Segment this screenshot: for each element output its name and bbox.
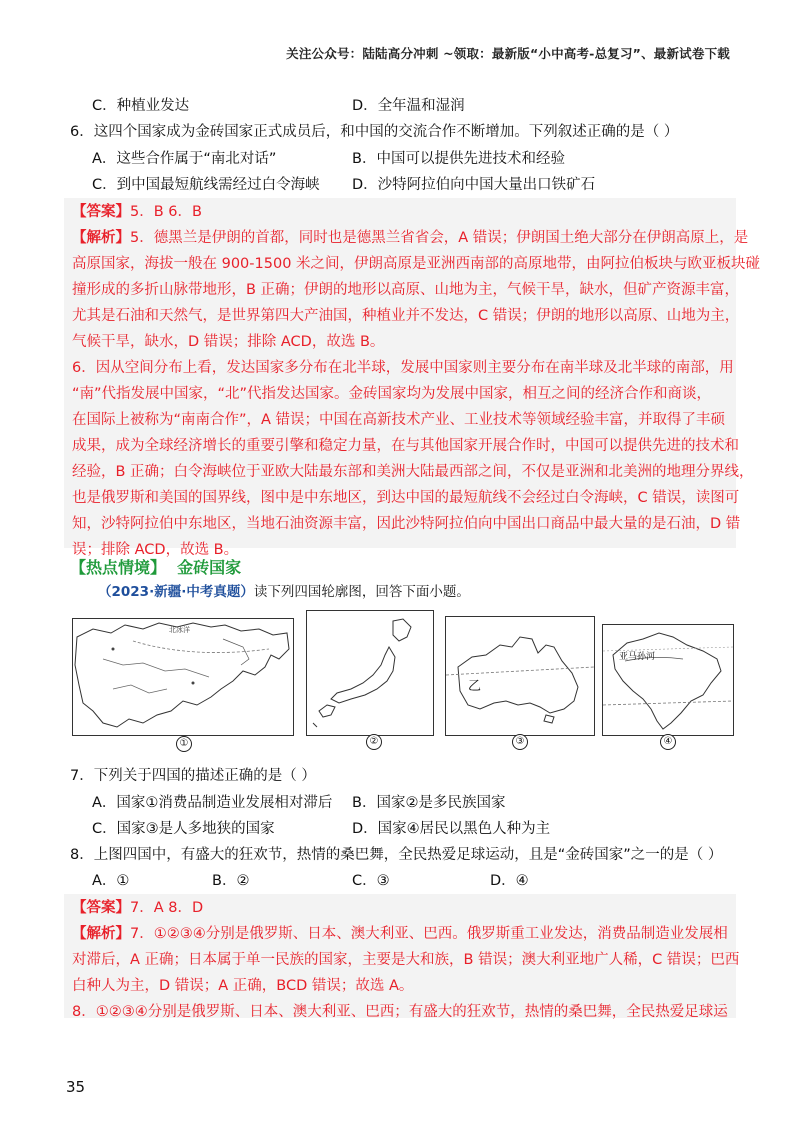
q8-option-d: D．④ [490, 873, 529, 889]
map-brazil [602, 624, 734, 736]
answer-text-1: 5．B 6．B [130, 204, 202, 220]
answer-text-2: 7．A 8．D [130, 900, 204, 916]
analysis-line: 6．因从空间分布上看，发达国家多分布在北半球，发展中国家则主要分布在南半球及北半球的南部，用 [72, 360, 734, 376]
q7-option-b: B．国家②是多民族国家 [352, 795, 506, 811]
q6-option-c: C．到中国最短航线需经过白令海峡 [92, 177, 320, 193]
analysis-line: “南”代指发展中国家，“北”代指发达国家。金砖国家均为发展中国家，相互之间的经济合作和商谈， [72, 386, 712, 402]
map-label-3: ③ [512, 734, 528, 750]
map4-label: 亚马孙河 [619, 652, 656, 662]
q8-option-b: B．② [212, 873, 250, 889]
answer-analysis-box-2 [64, 894, 740, 1020]
russia-outline-icon [73, 619, 293, 735]
analysis-line: 高原国家，海拔一般在 900-1500 米之间，伊朗高原是亚洲西南部的高原地带，由阿拉伯板块与欧亚板块碰 [72, 256, 761, 272]
q5-option-c: C．种植业发达 [92, 98, 190, 114]
answer-line-1 [72, 202, 202, 222]
map-label-2: ② [366, 734, 382, 750]
page-number: 35 [66, 1078, 86, 1096]
analysis-line: 撞形成的多折山脉带地形，B 正确；伊朗的地形以高原、山地为主，气候干旱，缺水，但矿产资源丰富， [72, 282, 740, 298]
map-australia [445, 616, 595, 736]
hot-topic-heading [70, 555, 241, 578]
q7-option-a: A．国家①消费品制造业发展相对滞后 [92, 795, 333, 811]
hot-topic-label: 【热点情境】 [70, 558, 167, 577]
analysis-line: 成果，成为全球经济增长的重要引擎和稳定力量，在与其他国家开展合作时，中国可以提供先进的技术和 [72, 438, 739, 454]
map-label-4: ④ [660, 734, 676, 750]
q6-option-a: A．这些合作属于“南北对话” [92, 151, 277, 167]
source-text: 读下列四国轮廓图，回答下面小题。 [253, 584, 470, 600]
source-line [98, 582, 470, 602]
analysis-line: 误；排除 ACD，故选 B。 [72, 542, 239, 558]
analysis-line: 知，沙特阿拉伯中东地区，当地石油资源丰富，因此沙特阿拉伯向中国出口商品中最大量的是石油，D 错 [72, 516, 741, 532]
q7-stem: 7．下列关于四国的描述正确的是（ ） [70, 768, 316, 784]
q8-option-a: A．① [92, 873, 130, 889]
analysis-line: 也是俄罗斯和美国的国界线，图中是中东地区，到达中国的最短航线不会经过白令海峡，C 错误，读图可 [72, 490, 740, 506]
answer-line-2 [72, 898, 203, 918]
answer-tag-1: 【答案】 [72, 204, 130, 220]
analysis-line: 对滞后，A 正确；日本属于单一民族的国家，主要是大和族，B 错误；澳大利亚地广人稀，C 错误；巴西 [72, 952, 740, 968]
map-japan [306, 610, 434, 736]
q7-option-d: D．国家④居民以黑色人种为主 [352, 821, 551, 837]
analysis-line: 经验，B 正确；白令海峡位于亚欧大陆最东部和美洲大陆最西部之间，不仅是亚洲和北美洲的地理分界线， [72, 464, 754, 480]
source-tag: （2023·新疆·中考真题） [98, 584, 254, 600]
q6-option-b: B．中国可以提供先进技术和经验 [352, 151, 565, 167]
q7-option-c: C．国家③是人多地狭的国家 [92, 821, 275, 837]
hot-topic-title: 金砖国家 [177, 558, 242, 577]
analysis-tag-2: 【解析】 [72, 926, 130, 942]
q8-option-c: C．③ [352, 873, 390, 889]
japan-outline-icon [307, 611, 433, 735]
map1-label: 北冰洋 [169, 626, 190, 634]
brazil-outline-icon [603, 625, 733, 735]
q6-option-d: D．沙特阿拉伯向中国大量出口铁矿石 [352, 177, 596, 193]
analysis-line: 尤其是石油和天然气，是世界第四大产油国，种植业并不发达，C 错误；伊朗的地形以高原、山地为主， [72, 308, 740, 324]
map-russia [72, 618, 294, 736]
analysis-line: 【解析】5．德黑兰是伊朗的首都，同时也是德黑兰省省会，A 错误；伊朗国土绝大部分在伊朗高原上，是 [72, 230, 749, 246]
map3-label: 乙 [468, 679, 482, 694]
analysis-line: 白种人为主，D 错误；A 正确，BCD 错误；故选 A。 [72, 978, 414, 994]
analysis-line: 气候干旱，缺水，D 错误；排除 ACD，故选 B。 [72, 334, 385, 350]
q6-stem: 6．这四个国家成为金砖国家正式成员后，和中国的交流合作不断增加。下列叙述正确的是（ ） [70, 124, 679, 140]
page-header: 关注公众号：陆陆高分冲刺 ~领取：最新版“小中高考-总复习”、最新试卷下载 [286, 46, 730, 61]
analysis-line: 【解析】7．①②③④分别是俄罗斯、日本、澳大利亚、巴西。俄罗斯重工业发达，消费品制造业发展相 [72, 926, 728, 942]
map-label-1: ① [176, 736, 192, 752]
analysis-line: 在国际上被称为“南南合作”，A 错误；中国在高新技术产业、工业技术等领域经验丰富，并取得了丰硕 [72, 412, 726, 428]
q8-stem: 8．上图四国中，有盛大的狂欢节，热情的桑巴舞，全民热爱足球运动，且是“金砖国家”之一的是（ ） [70, 847, 723, 863]
analysis-tag-1: 【解析】 [72, 230, 130, 246]
q5-option-d: D．全年温和湿润 [352, 98, 465, 114]
analysis-line: 8．①②③④分别是俄罗斯、日本、澳大利亚、巴西；有盛大的狂欢节，热情的桑巴舞，全民热爱足球运 [72, 1004, 728, 1020]
answer-analysis-box-1 [64, 198, 761, 558]
answer-tag-2: 【答案】 [72, 900, 130, 916]
